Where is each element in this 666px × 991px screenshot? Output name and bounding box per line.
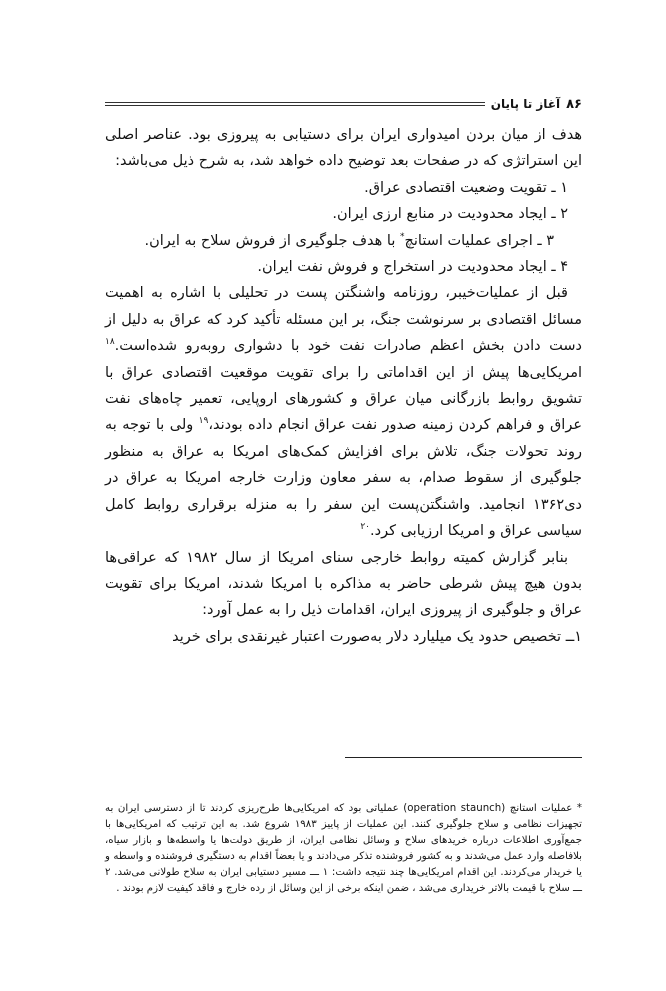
page-number: ۸۶: [566, 96, 582, 112]
paragraph-4: ۱ــ تخصیص حدود یک میلیارد دلار به‌صورت اعتبار غیرنقدی برای خرید: [172, 628, 582, 645]
paragraph-3: بنابر گزارش کمیته روابط خارجی سنای امریکا از سال ۱۹۸۲ که عراقی‌ها بدون هیچ پیش شرطی حاضر به مذاکره با امریکا شدند، امریکا برای تقویت عراق و جلوگیری از پیروزی ایران، اقدامات ذیل را به عمل آورد:: [105, 549, 582, 619]
main-text: [105, 122, 582, 650]
reference-18: ۱۸: [105, 337, 115, 348]
footnote: * عملیات استانچ (operation staunch) عملیاتی بود که امریکایی‌ها طرح‌ریزی کردند تا از دسترسی ایران به تجهیزات نظامی و سلاح جلوگیری کنند. این عملیات از پاییز ۱۹۸۳ شروع شد. به این ترتیب که امریکایی‌ها با جمع‌آوری اطلاعات درباره خریدهای سلاح و وسائل نظامی ایران، از طریق دولت‌ها یا واسطه‌ها و بازار سیاه، بلافاصله وارد عمل می‌شدند و به کشور فروشنده تذکر می‌دادند و یا بعضاً اقدام به دستگیری فروشنده و واسطه و یا خریدار می‌کردند. این اقدام امریکایی‌ها چند نتیجه داشت: ۱ ـــ مسیر دستیابی ایران به سلاح طولانی می‌شد. ۲ ـــ سلاح با قیمت بالاتر خریداری می‌شد ، ضمن اینکه برخی از این وسائل از رده خارج و فاقد کیفیت لازم بودند .: [105, 803, 582, 895]
list-item-4: ۴ ـ ایجاد محدودیت در استخراج و فروش نفت ایران.: [257, 259, 568, 276]
paragraph-2-part-a: قبل از عملیات‌خیبر، روزنامه واشنگتن پست در تحلیلی با اشاره به اهمیت مسائل اقتصادی بر سرنوشت جنگ، بر این مسئله تأکید کرد که عراق به دلیل از دست دادن بخش اعظم صادرات نفت خود با دشواری روبه‌رو شده‌است.: [105, 285, 582, 355]
list-item-1: ۱ ـ تقویت وضعیت اقتصادی عراق.: [364, 179, 568, 196]
paragraph-2: [105, 280, 582, 544]
reference-19: ۱۹: [198, 416, 209, 427]
list-item-3-rest: با هدف جلوگیری از فروش سلاح به ایران.: [144, 232, 400, 249]
list-item-3: [105, 228, 582, 254]
list-item-2: ۲ ـ ایجاد محدودیت در منابع ارزی ایران.: [332, 206, 568, 223]
header-rule: [105, 102, 485, 106]
footnote-separator: [345, 757, 582, 758]
footnote-mark: *: [400, 231, 405, 242]
running-title: آغاز تا پایان: [490, 97, 561, 111]
list-item-3-text: ۳ ـ اجرای عملیات استانچ: [404, 232, 554, 249]
paragraph-1: هدف از میان بردن امیدواری ایران برای دستیابی به پیروزی بود. عناصر اصلی این استراتژی که در صفحات بعد توضیح داده خواهد شد، به شرح ذیل می‌باشد:: [105, 127, 582, 170]
paragraph-2-part-c: ولی با توجه به روند تحولات جنگ، تلاش برای افزایش کمک‌های امریکا به عراق به منظور جلوگیری از سقوط صدام، به سفر معاون وزارت خارجه امریکا به عراق در دی۱۳۶۲ انجامید. واشنگتن‌پست این سفر را به منزله برقراری روابط کامل سیاسی عراق و امریکا ارزیابی کرد.: [105, 417, 582, 540]
reference-20: ۲۰: [360, 522, 370, 533]
page-header: [105, 93, 582, 115]
paragraph-2-part-b: امریکایی‌ها پیش از این اقداماتی را برای تقویت موقعیت اقتصادی عراق با تشویق روابط بازرگانی میان عراق و کشورهای اروپایی، تعمیر چاه‌های نفت عراق و فراهم کردن زمینه صدور نفت عراق انجام داده بودند،: [105, 364, 582, 434]
